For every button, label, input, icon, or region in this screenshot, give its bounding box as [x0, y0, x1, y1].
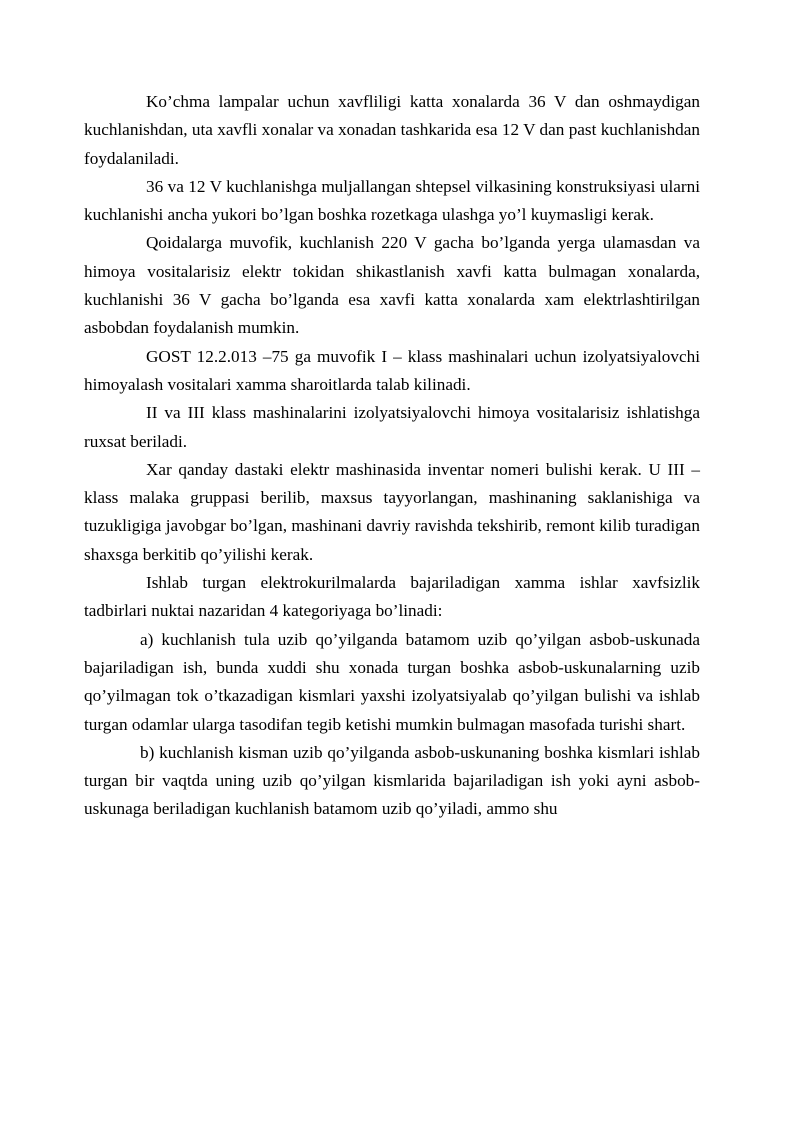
- paragraph-portable-lamps: Ko’chma lampalar uchun xavfliligi katta xonalarda 36 V dan oshmaydigan kuchlanishdan, uta xavfli xonalar va xonadan tashkarida esa 12 V dan past kuchlanishdan foydalaniladi.: [84, 92, 700, 168]
- paragraph-rules-voltage: Qoidalarga muvofik, kuchlanish 220 V gacha bo’lganda yerga ulamasdan va himoya vositalarisiz elektr tokidan shikastlanish xavfi katta bulmagan xonalarda, kuchlanishi 36 V gacha bo’lganda esa xavfi katta xonalarda xam elektrlashtirilgan asbobdan foydalanish mumkin.: [84, 233, 700, 338]
- list-item-b: b) kuchlanish kisman uzib qo’yilganda asbob-uskunaning boshka kismlari ishlab turgan bir vaqtda uning uzib qo’yilgan kismlarida bajariladigan ish yoki ayni asbob-uskunaga beriladigan kuchlanish batamom uzib qo’yiladi, ammo shu: [84, 742, 700, 819]
- document-page: [84, 88, 700, 824]
- paragraph-plug-construction: 36 va 12 V kuchlanishga muljallangan shtepsel vilkasining konstruksiyasi ularni kuchlanishi ancha yukori bo’lgan boshka rozetkaga ulashga yo’l kuymasligi kerak.: [84, 176, 700, 225]
- paragraph-work-categories: Ishlab turgan elektrokurilmalarda bajariladigan xamma ishlar xavfsizlik tadbirlari nuktai nazaridan 4 kategoriyaga bo’linadi:: [84, 573, 700, 621]
- list-item-a: a) kuchlanish tula uzib qo’yilganda batamom uzib qo’yilgan asbob-uskunada bajariladigan ish, bunda xuddi shu xonada turgan boshka asbob-uskunalarning uzib qo’yilmagan tok o’tkazadigan kismlari yaxshi izolyatsiyalab qo’yilgan bulishi va ishlab turgan odamlar ularga tasodifan tegib ketishi mumkin bulmagan masofada turishi shart.: [84, 629, 700, 734]
- paragraph-inventory-number: Xar qanday dastaki elektr mashinasida inventar nomeri bulishi kerak. U III – klass malaka gruppasi berilib, maxsus tayyorlangan, mashinaning saklanishiga va tuzukligiga javobgar bo’lgan, mashinani davriy ravishda tekshirib, remont kilib turadigan shaxsga berkitib qo’yilishi kerak.: [84, 459, 700, 564]
- paragraph-class-two-three: II va III klass mashinalarini izolyatsiyalovchi himoya vositalarisiz ishlatishga ruxsat beriladi.: [84, 403, 700, 451]
- paragraph-gost-class-one: GOST 12.2.013 –75 ga muvofik I – klass mashinalari uchun izolyatsiyalovchi himoyalash vositalari xamma sharoitlarda talab kilinadi.: [84, 346, 700, 394]
